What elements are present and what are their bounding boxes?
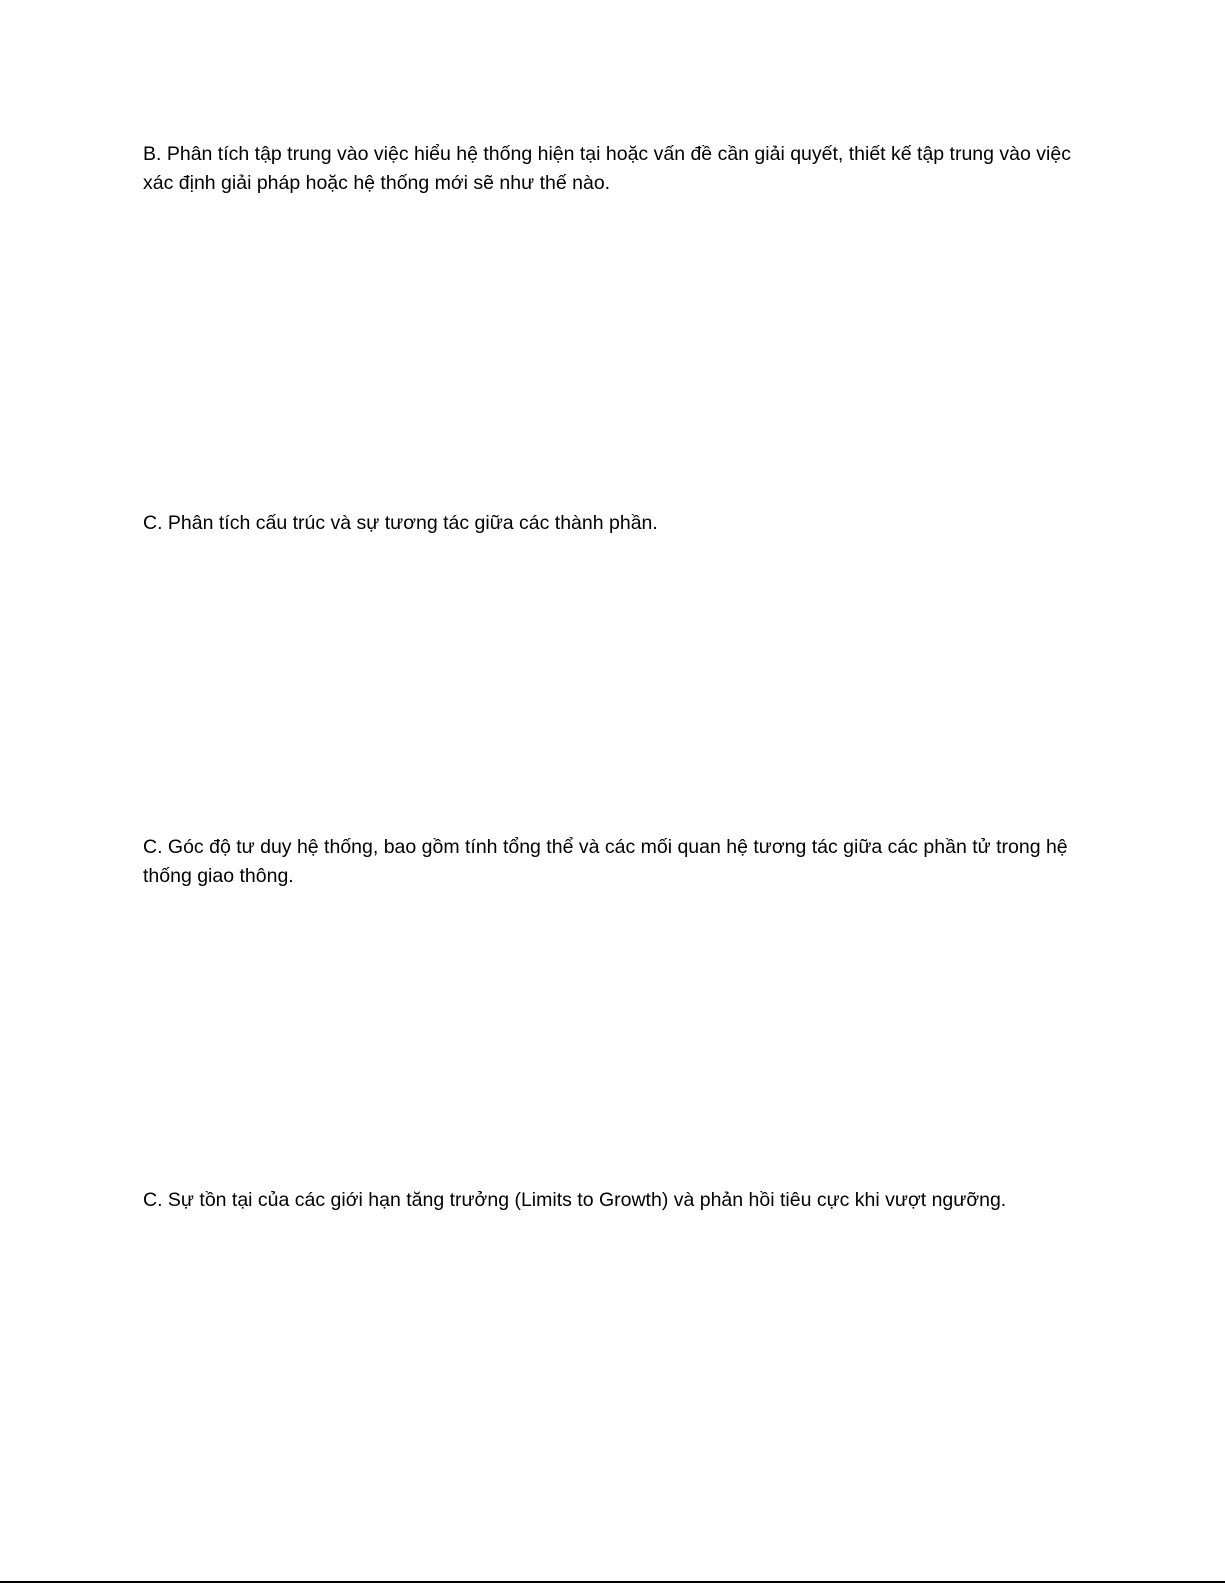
answer-paragraph-1: B. Phân tích tập trung vào việc hiểu hệ thống hiện tại hoặc vấn đề cần giải quyết, thiết kế tập trung vào việc xác định giải pháp hoặc hệ thống mới sẽ như thế nào. <box>143 143 1071 194</box>
answer-paragraph-4: C. Sự tồn tại của các giới hạn tăng trưởng (Limits to Growth) và phản hồi tiêu cực khi vượt ngưỡng. <box>143 1189 1007 1211</box>
page-bottom-divider <box>0 1581 1225 1583</box>
answer-paragraph-3: C. Góc độ tư duy hệ thống, bao gồm tính tổng thể và các mối quan hệ tương tác giữa các phần tử trong hệ thống giao thông. <box>143 836 1068 887</box>
answer-paragraph-2: C. Phân tích cấu trúc và sự tương tác giữa các thành phần. <box>143 512 658 534</box>
